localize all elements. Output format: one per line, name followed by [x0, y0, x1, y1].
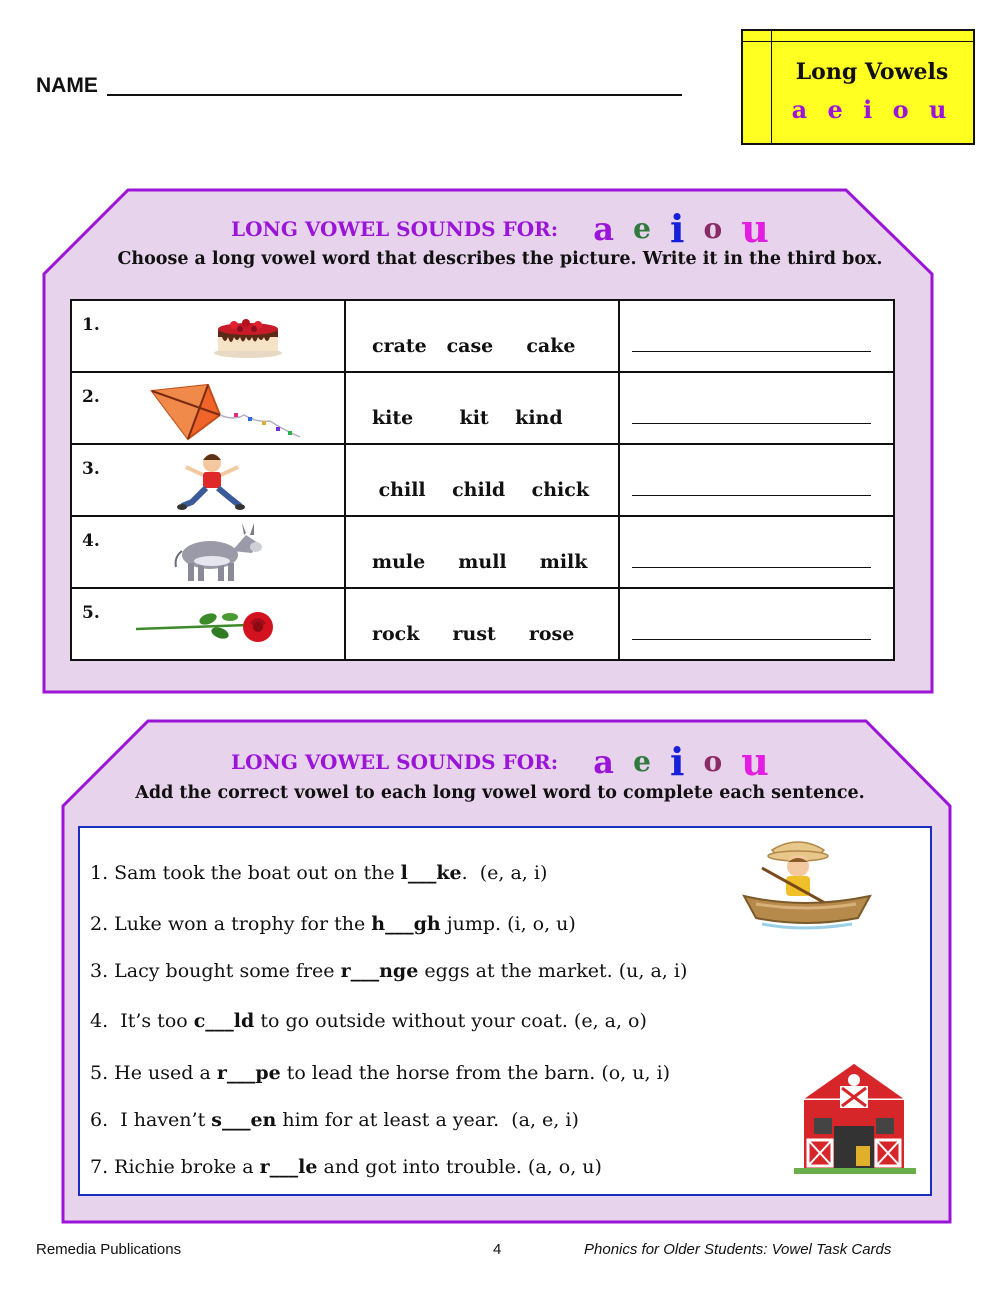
sentence-item: 7. Richie broke a r___le and got into trouble. (a, o, u) — [90, 1156, 602, 1178]
child-picture — [176, 451, 246, 513]
table-row: 2. kite kit kind — [71, 372, 894, 444]
kite-picture — [148, 381, 308, 443]
answer-field[interactable] — [632, 639, 871, 640]
choices: crate case cake — [372, 335, 576, 357]
section1-heading: LONG VOWEL SOUNDS FOR: a e i o u — [231, 206, 769, 251]
barn-picture — [790, 1056, 920, 1176]
rose-picture — [134, 607, 276, 649]
section2-heading: LONG VOWEL SOUNDS FOR: a e i o u — [231, 739, 769, 784]
name-label: NAME — [36, 74, 98, 97]
section1-instruction: Choose a long vowel word that describes the picture. Write it in the third box. — [117, 249, 883, 269]
sentence-item: 3. Lacy bought some free r___nge eggs at the market. (u, a, i) — [90, 960, 688, 982]
footer-publisher: Remedia Publications — [36, 1241, 182, 1258]
section2-instruction: Add the correct vowel to each long vowel word to complete each sentence. — [135, 783, 865, 803]
vowel-a: a — [593, 210, 614, 248]
word-table — [70, 299, 895, 661]
vowel-o: o — [703, 212, 723, 245]
vowel-i: i — [669, 206, 685, 251]
vowel-u: u — [741, 739, 769, 784]
blank-word[interactable]: h___gh — [371, 913, 441, 935]
answer-field[interactable] — [632, 423, 871, 424]
choices: chill child chick — [372, 479, 590, 501]
choices: rock rust rose — [372, 623, 575, 645]
donkey-picture — [172, 523, 264, 585]
choices: kite kit kind — [372, 407, 563, 429]
title-vowels: a e i o u — [791, 95, 953, 124]
vowel-i: i — [669, 739, 685, 784]
title-text: Long Vowels — [795, 59, 949, 85]
answer-field[interactable] — [632, 495, 871, 496]
choices: mule mull milk — [372, 551, 588, 573]
blank-word[interactable]: s___en — [211, 1109, 277, 1131]
blank-word[interactable]: r___pe — [216, 1062, 281, 1084]
cake-picture — [212, 315, 284, 359]
blank-word[interactable]: l___ke — [400, 862, 462, 884]
sentence-item: 1. Sam took the boat out on the l___ke. (e, a, i) — [90, 862, 548, 884]
answer-field[interactable] — [632, 567, 871, 568]
vowel-e: e — [633, 745, 651, 778]
vowel-e: e — [633, 212, 651, 245]
vowel-o: o — [703, 745, 723, 778]
sentence-item: 2. Luke won a trophy for the h___gh jump. (i, o, u) — [90, 913, 576, 935]
answer-field[interactable] — [632, 351, 871, 352]
blank-word[interactable]: r___le — [259, 1156, 318, 1178]
sentence-box — [78, 826, 932, 1196]
blank-word[interactable]: r___nge — [340, 960, 419, 982]
table-row: 1. crate case cake — [71, 300, 894, 372]
boy-in-boat-picture — [742, 838, 872, 933]
sentence-item: 4. It’s too c___ld to go outside without your coat. (e, a, o) — [90, 1010, 647, 1032]
vowel-u: u — [741, 206, 769, 251]
table-row: 4. mule mull milk — [71, 516, 894, 588]
footer-book-title: Phonics for Older Students: Vowel Task Cards — [584, 1241, 892, 1258]
sentence-item: 6. I haven’t s___en him for at least a year. (a, e, i) — [90, 1109, 579, 1131]
vowel-a: a — [593, 743, 614, 781]
blank-word[interactable]: c___ld — [193, 1010, 255, 1032]
table-row: 5. rock rust rose — [71, 588, 894, 660]
table-row: 3. chill child chick — [71, 444, 894, 516]
sentence-item: 5. He used a r___pe to lead the horse from the barn. (o, u, i) — [90, 1062, 671, 1084]
footer-page-number: 4 — [493, 1241, 502, 1258]
